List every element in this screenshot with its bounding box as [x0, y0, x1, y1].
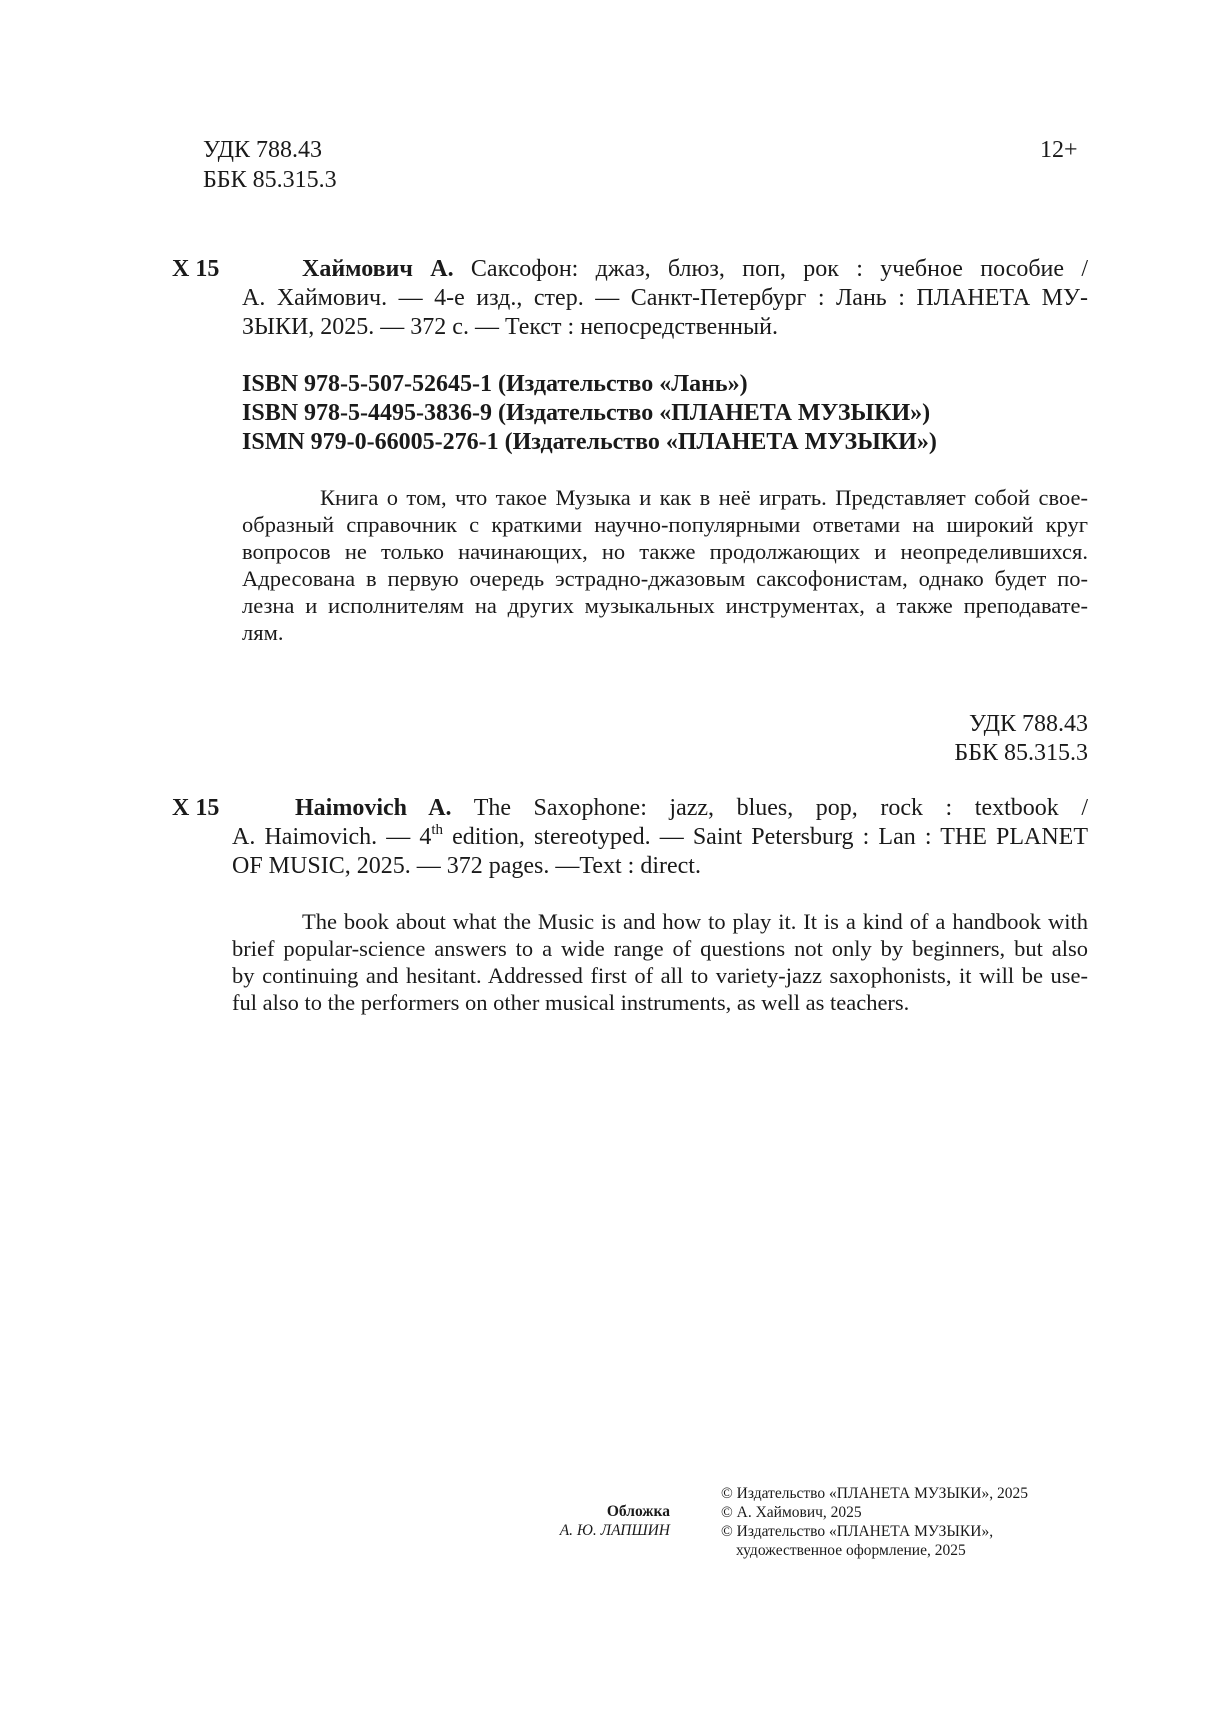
en-entry-author: Haimovich A.	[295, 795, 452, 821]
en-udk-code: УДК 788.43	[969, 711, 1088, 737]
en-abstract-line: by continuing and hesitant. Addressed first of all to variety-jazz saxophonists, it will be use-	[232, 963, 1088, 988]
ru-entry-code: Х 15	[172, 256, 220, 282]
ru-entry-title: Саксофон: джаз, блюз, поп, рок : учебное пособие /	[470, 256, 1089, 282]
copyright-line: художественное оформление, 2025	[736, 1542, 966, 1559]
ru-abstract-line: лезна и исполнителям на других музыкальных инструментах, а также преподавате-	[242, 593, 1088, 618]
ru-entry-line-3: ЗЫКИ, 2025. — 372 с. — Текст : непосредственный.	[242, 314, 778, 340]
en-classification	[800, 710, 1088, 768]
en-entry-title: The Saxophone: jazz, blues, pop, rock : textbook /	[473, 795, 1088, 821]
en-abstract	[232, 908, 1088, 1016]
ru-entry-description	[242, 255, 1088, 342]
copyright-line: © Издательство «ПЛАНЕТА МУЗЫКИ», 2025	[721, 1485, 1028, 1502]
ru-abstract-line: образный справочник с краткими научно-популярными ответами на широкий круг	[242, 512, 1088, 537]
ru-abstract-line: Адресована в первую очередь эстрадно-джазовым саксофонистам, однако будет по-	[242, 566, 1088, 591]
cover-artist: А. Ю. ЛАПШИН	[559, 1522, 670, 1539]
en-entry-code: Х 15	[172, 795, 220, 821]
copyright-block	[721, 1484, 1028, 1560]
ru-abstract	[242, 484, 1088, 646]
age-rating: 12+	[1040, 137, 1078, 163]
en-abstract-line: ful also to the performers on other musical instruments, as well as teachers.	[232, 990, 910, 1015]
en-entry-edition-suffix: th	[431, 822, 444, 838]
en-entry-line-2	[232, 823, 1088, 852]
cover-label: Обложка	[606, 1503, 670, 1520]
en-bbk-code: ББК 85.315.3	[954, 740, 1088, 766]
en-abstract-line: brief popular-science answers to a wide range of questions not only by beginners, but also	[232, 936, 1088, 961]
en-entry-line-3: OF MUSIC, 2025. — 372 pages. —Text : direct.	[232, 853, 701, 879]
udk-code: УДК 788.43	[203, 137, 322, 163]
en-entry-line-1	[232, 794, 1088, 823]
ismn-planeta: ISMN 979-0-66005-276-1 (Издательство «ПЛАНЕТА МУЗЫКИ»)	[242, 429, 937, 455]
en-entry-description	[232, 794, 1088, 881]
isbn-block	[242, 370, 937, 457]
copyright-line: © Издательство «ПЛАНЕТА МУЗЫКИ»,	[721, 1523, 994, 1540]
ru-abstract-line: лям.	[242, 620, 284, 645]
isbn-planeta: ISBN 978-5-4495-3836-9 (Издательство «ПЛАНЕТА МУЗЫКИ»)	[242, 400, 931, 426]
en-abstract-line: The book about what the Music is and how to play it. It is a kind of a handbook with	[302, 909, 1088, 934]
ru-abstract-line: Книга о том, что такое Музыка и как в неё играть. Представляет собой свое-	[320, 485, 1088, 510]
en-entry-publisher: edition, stereotyped. — Saint Petersburg : Lan : THE PLANET	[443, 824, 1088, 850]
en-entry-edition-number: A. Haimovich. — 4	[232, 824, 432, 850]
ru-abstract-line: вопросов не только начинающих, но также продолжающих и неопределившихся.	[242, 539, 1088, 564]
bbk-code: ББК 85.315.3	[203, 167, 337, 193]
ru-entry-line-2: А. Хаймович. — 4-е изд., стер. — Санкт-Петербург : Лань : ПЛАНЕТА МУ-	[242, 285, 1088, 311]
ru-entry-author: Хаймович А.	[302, 256, 454, 282]
ru-entry-line-1	[242, 255, 1088, 284]
isbn-lan: ISBN 978-5-507-52645-1 (Издательство «Лань»)	[242, 371, 748, 397]
copyright-line: © А. Хаймович, 2025	[721, 1504, 862, 1521]
